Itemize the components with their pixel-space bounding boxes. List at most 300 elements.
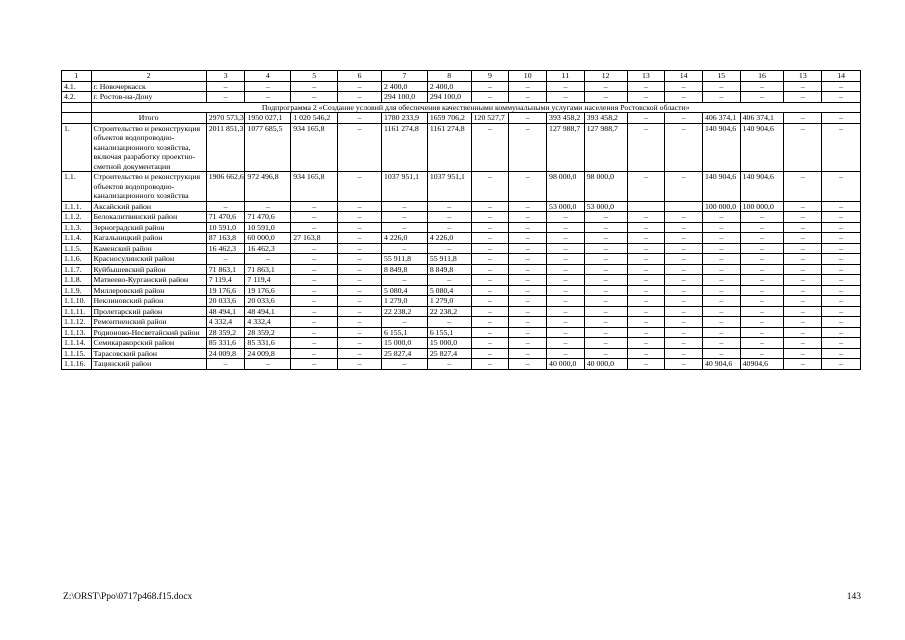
value-cell: 53 000,0 (584, 201, 627, 212)
value-cell: – (206, 81, 245, 92)
row-name-cell: Семикаракорский район (91, 338, 206, 349)
value-cell: – (427, 212, 471, 223)
value-cell: – (784, 92, 822, 103)
value-cell: – (702, 233, 740, 244)
row-name-cell: Аксайский район (91, 201, 206, 212)
value-cell: – (784, 264, 822, 275)
value-cell: 10 591,0 (245, 222, 291, 233)
value-cell: – (471, 243, 509, 254)
table-row (62, 92, 861, 103)
total-label-cell: Итого (91, 113, 206, 124)
value-cell: 25 827,4 (427, 348, 471, 359)
value-cell: – (702, 243, 740, 254)
value-cell: 15 000,0 (381, 338, 427, 349)
value-cell: – (291, 338, 338, 349)
value-cell: – (584, 92, 627, 103)
value-cell: – (471, 212, 509, 223)
value-cell: – (427, 275, 471, 286)
value-cell: – (784, 327, 822, 338)
value-cell: – (784, 296, 822, 307)
value-cell: 2 400,0 (381, 81, 427, 92)
value-cell: – (665, 327, 703, 338)
value-cell: – (427, 201, 471, 212)
value-cell: – (784, 306, 822, 317)
row-number-cell: 1.1.8. (62, 275, 92, 286)
value-cell: 294 100,0 (427, 92, 471, 103)
value-cell: – (471, 317, 509, 328)
table-row (62, 201, 861, 212)
value-cell: – (702, 338, 740, 349)
row-number-cell: 1.1.1. (62, 201, 92, 212)
value-cell: 40 904,6 (702, 359, 740, 370)
value-cell: 40 000,0 (584, 359, 627, 370)
value-cell: – (665, 243, 703, 254)
value-cell: – (338, 81, 382, 92)
row-number-cell: 1.1.4. (62, 233, 92, 244)
value-cell: – (547, 296, 585, 307)
value-cell: 98 000,0 (547, 172, 585, 202)
value-cell: – (509, 264, 547, 275)
value-cell: 25 827,4 (381, 348, 427, 359)
value-cell: – (784, 222, 822, 233)
value-cell: – (627, 264, 665, 275)
value-cell: – (509, 92, 547, 103)
value-cell: 934 165,8 (291, 172, 338, 202)
value-cell (627, 201, 665, 212)
value-cell: – (627, 123, 665, 172)
value-cell: 4 226,0 (381, 233, 427, 244)
table-row (62, 348, 861, 359)
value-cell: – (547, 233, 585, 244)
value-cell: – (338, 348, 382, 359)
value-cell: – (509, 338, 547, 349)
value-cell: – (291, 201, 338, 212)
value-cell: – (740, 92, 784, 103)
value-cell: – (584, 317, 627, 328)
value-cell: – (471, 254, 509, 265)
budget-table-wrapper (61, 70, 861, 370)
column-number-cell: 13 (627, 71, 665, 82)
value-cell: – (547, 348, 585, 359)
value-cell: 19 176,6 (245, 285, 291, 296)
value-cell: – (509, 123, 547, 172)
column-number-cell: 8 (427, 71, 471, 82)
value-cell: 20 033,6 (206, 296, 245, 307)
table-header-row (62, 71, 861, 82)
value-cell: – (822, 92, 861, 103)
row-number-cell: 1.1.11. (62, 306, 92, 317)
value-cell: 1906 662,6 (206, 172, 245, 202)
value-cell: – (665, 359, 703, 370)
row-number-cell: 1.1.14. (62, 338, 92, 349)
value-cell: – (740, 243, 784, 254)
value-cell: – (627, 306, 665, 317)
value-cell: – (665, 338, 703, 349)
value-cell: – (427, 317, 471, 328)
value-cell: 4 332,4 (206, 317, 245, 328)
value-cell: – (291, 275, 338, 286)
column-number-cell: 6 (338, 71, 382, 82)
value-cell: 1161 274,8 (381, 123, 427, 172)
value-cell: – (822, 81, 861, 92)
value-cell: – (338, 306, 382, 317)
table-row (62, 338, 861, 349)
value-cell: – (740, 233, 784, 244)
value-cell: 140 904,6 (740, 172, 784, 202)
row-name-cell: Зерноградский район (91, 222, 206, 233)
value-cell: – (740, 222, 784, 233)
row-name-cell: Красносулинский район (91, 254, 206, 265)
value-cell: – (702, 81, 740, 92)
value-cell: 8 849,8 (427, 264, 471, 275)
value-cell: – (291, 317, 338, 328)
value-cell: – (381, 201, 427, 212)
value-cell: – (627, 338, 665, 349)
value-cell: – (665, 275, 703, 286)
column-number-cell: 15 (702, 71, 740, 82)
value-cell: – (665, 285, 703, 296)
value-cell: – (702, 275, 740, 286)
row-number-cell: 1.1.10. (62, 296, 92, 307)
value-cell: – (547, 275, 585, 286)
value-cell: – (584, 327, 627, 338)
column-number-cell: 12 (584, 71, 627, 82)
value-cell: – (740, 306, 784, 317)
value-cell: 40904,6 (740, 359, 784, 370)
value-cell: 127 988,7 (584, 123, 627, 172)
value-cell: 4 226,0 (427, 233, 471, 244)
column-number-cell: 4 (245, 71, 291, 82)
row-number-cell: 4.2. (62, 92, 92, 103)
value-cell: – (509, 317, 547, 328)
value-cell: – (665, 254, 703, 265)
row-name-cell: Ремонтненский район (91, 317, 206, 328)
value-cell: 140 904,6 (702, 172, 740, 202)
value-cell: 2011 851,3 (206, 123, 245, 172)
value-cell: – (471, 327, 509, 338)
value-cell: – (338, 338, 382, 349)
value-cell: – (627, 296, 665, 307)
row-name-cell: Строительство и реконструкция объектов водопроводно-канализационного хозяйства (91, 172, 206, 202)
value-cell: – (338, 123, 382, 172)
row-name-cell: г. Новочеркасск (91, 81, 206, 92)
value-cell: – (627, 275, 665, 286)
value-cell: – (509, 222, 547, 233)
value-cell: – (584, 222, 627, 233)
value-cell: 28 359,2 (206, 327, 245, 338)
value-cell: 1 279,0 (381, 296, 427, 307)
subprogram-row (62, 102, 861, 113)
value-cell: – (822, 172, 861, 202)
value-cell: – (784, 275, 822, 286)
value-cell: – (509, 348, 547, 359)
row-number-cell: 1.1.12. (62, 317, 92, 328)
value-cell: 85 331,6 (206, 338, 245, 349)
value-cell: – (381, 212, 427, 223)
column-number-cell: 3 (206, 71, 245, 82)
value-cell: – (784, 172, 822, 202)
value-cell: – (547, 222, 585, 233)
value-cell: – (471, 275, 509, 286)
value-cell: – (547, 338, 585, 349)
table-row (62, 123, 861, 172)
value-cell: – (381, 275, 427, 286)
value-cell: – (291, 327, 338, 338)
row-name-cell: Белокалитвинский район (91, 212, 206, 223)
value-cell: 406 374,1 (740, 113, 784, 124)
value-cell: – (547, 317, 585, 328)
table-row (62, 285, 861, 296)
row-name-cell: Кагальницкий район (91, 233, 206, 244)
value-cell: – (245, 201, 291, 212)
value-cell: 24 009,8 (206, 348, 245, 359)
value-cell: 55 911,8 (427, 254, 471, 265)
value-cell: – (702, 222, 740, 233)
value-cell: – (338, 327, 382, 338)
value-cell: – (471, 296, 509, 307)
value-cell: – (822, 359, 861, 370)
value-cell: – (338, 222, 382, 233)
row-number-cell: 1.1.15. (62, 348, 92, 359)
value-cell: 6 155,1 (427, 327, 471, 338)
value-cell: – (665, 264, 703, 275)
value-cell: – (584, 275, 627, 286)
value-cell: 393 458,2 (547, 113, 585, 124)
table-row (62, 317, 861, 328)
value-cell: 140 904,6 (702, 123, 740, 172)
value-cell: – (584, 243, 627, 254)
value-cell: – (702, 254, 740, 265)
value-cell: – (471, 348, 509, 359)
value-cell: – (627, 327, 665, 338)
value-cell: – (509, 243, 547, 254)
budget-table (61, 70, 861, 370)
value-cell: – (245, 81, 291, 92)
column-number-cell: 2 (91, 71, 206, 82)
value-cell: 53 000,0 (547, 201, 585, 212)
value-cell: – (471, 172, 509, 202)
value-cell: – (291, 359, 338, 370)
value-cell: – (338, 92, 382, 103)
value-cell: – (291, 212, 338, 223)
column-number-cell: 13 (784, 71, 822, 82)
row-number-cell: 1.1.13. (62, 327, 92, 338)
value-cell: 71 863,1 (245, 264, 291, 275)
value-cell: – (627, 92, 665, 103)
value-cell: – (509, 172, 547, 202)
value-cell: – (627, 254, 665, 265)
value-cell: – (381, 359, 427, 370)
row-name-cell: Тарасовский район (91, 348, 206, 359)
value-cell: 4 332,4 (245, 317, 291, 328)
value-cell: – (627, 222, 665, 233)
value-cell: – (784, 317, 822, 328)
row-number-cell: 1.1.6. (62, 254, 92, 265)
value-cell: – (471, 222, 509, 233)
value-cell: 1077 685,5 (245, 123, 291, 172)
value-cell: – (381, 222, 427, 233)
value-cell: 6 155,1 (381, 327, 427, 338)
value-cell: – (547, 285, 585, 296)
value-cell: – (291, 243, 338, 254)
value-cell: – (822, 243, 861, 254)
value-cell: – (822, 123, 861, 172)
value-cell: 22 238,2 (381, 306, 427, 317)
value-cell: – (784, 243, 822, 254)
value-cell: 1037 951,1 (381, 172, 427, 202)
value-cell: 1780 233,9 (381, 113, 427, 124)
value-cell: – (584, 264, 627, 275)
value-cell: – (338, 233, 382, 244)
value-cell: 1161 274,8 (427, 123, 471, 172)
value-cell: – (291, 296, 338, 307)
value-cell: – (822, 212, 861, 223)
value-cell: – (665, 233, 703, 244)
value-cell: – (784, 254, 822, 265)
value-cell: – (206, 359, 245, 370)
value-cell: – (784, 123, 822, 172)
value-cell: – (206, 201, 245, 212)
value-cell: – (509, 201, 547, 212)
value-cell: 140 904,6 (740, 123, 784, 172)
value-cell: – (702, 296, 740, 307)
value-cell: – (822, 275, 861, 286)
value-cell: – (471, 123, 509, 172)
value-cell: – (338, 285, 382, 296)
value-cell: 1 279,0 (427, 296, 471, 307)
value-cell: – (584, 338, 627, 349)
value-cell: – (627, 317, 665, 328)
value-cell: 19 176,6 (206, 285, 245, 296)
page-number: 143 (846, 592, 861, 602)
value-cell: – (471, 359, 509, 370)
value-cell: – (381, 243, 427, 254)
subprogram-title-cell: Подпрограмма 2 «Создание условий для обеспечения качественными коммунальными услугами населения Ростовской области» (91, 102, 860, 113)
value-cell: 972 496,8 (245, 172, 291, 202)
value-cell: – (702, 327, 740, 338)
value-cell: – (702, 264, 740, 275)
value-cell: – (427, 243, 471, 254)
value-cell: – (784, 81, 822, 92)
value-cell: – (338, 201, 382, 212)
value-cell: – (584, 348, 627, 359)
value-cell: – (547, 306, 585, 317)
value-cell: – (338, 296, 382, 307)
value-cell: – (584, 306, 627, 317)
column-number-cell: 10 (509, 71, 547, 82)
value-cell: – (381, 317, 427, 328)
row-name-cell: Матвеево-Курганский район (91, 275, 206, 286)
table-row (62, 243, 861, 254)
row-number-cell: 1.1.2. (62, 212, 92, 223)
table-row (62, 172, 861, 202)
column-number-cell: 16 (740, 71, 784, 82)
value-cell: 934 165,8 (291, 123, 338, 172)
value-cell: 55 911,8 (381, 254, 427, 265)
column-number-cell: 9 (471, 71, 509, 82)
value-cell: – (471, 285, 509, 296)
value-cell: – (584, 233, 627, 244)
value-cell: – (627, 81, 665, 92)
value-cell: – (822, 348, 861, 359)
value-cell: – (822, 338, 861, 349)
value-cell: 393 458,2 (584, 113, 627, 124)
value-cell: – (665, 317, 703, 328)
row-name-cell: Каменский район (91, 243, 206, 254)
value-cell: – (509, 327, 547, 338)
value-cell: 100 000,0 (740, 201, 784, 212)
table-row (62, 275, 861, 286)
value-cell: 406 374,1 (702, 113, 740, 124)
value-cell: – (740, 275, 784, 286)
value-cell: – (291, 306, 338, 317)
row-name-cell: Тацинский район (91, 359, 206, 370)
row-number-cell: 1.1.3. (62, 222, 92, 233)
value-cell: 71 470,6 (245, 212, 291, 223)
value-cell: 48 494,1 (206, 306, 245, 317)
value-cell: – (740, 327, 784, 338)
value-cell: – (427, 359, 471, 370)
value-cell: 294 100,0 (381, 92, 427, 103)
value-cell: – (665, 296, 703, 307)
value-cell: 127 988,7 (547, 123, 585, 172)
value-cell: 15 000,0 (427, 338, 471, 349)
value-cell: – (245, 359, 291, 370)
row-name-cell: г. Ростов-на-Дону (91, 92, 206, 103)
table-row (62, 81, 861, 92)
value-cell: 98 000,0 (584, 172, 627, 202)
value-cell: – (547, 212, 585, 223)
value-cell: 2970 573,3 (206, 113, 245, 124)
value-cell: – (245, 92, 291, 103)
value-cell: – (740, 296, 784, 307)
document-path: Z:\ORST\Ppo\0717p468.f15.docx (63, 592, 193, 602)
value-cell: – (822, 306, 861, 317)
value-cell: 8 849,8 (381, 264, 427, 275)
value-cell: – (740, 254, 784, 265)
value-cell: 16 462,3 (245, 243, 291, 254)
row-name-cell: Миллеровский район (91, 285, 206, 296)
value-cell: – (740, 285, 784, 296)
value-cell: 28 359,2 (245, 327, 291, 338)
value-cell: 2 400,0 (427, 81, 471, 92)
value-cell: 100 000,0 (702, 201, 740, 212)
value-cell: – (740, 212, 784, 223)
row-number-cell: 4.1. (62, 81, 92, 92)
value-cell: 20 033,6 (245, 296, 291, 307)
value-cell: – (471, 264, 509, 275)
value-cell: – (665, 113, 703, 124)
value-cell: – (338, 172, 382, 202)
row-name-cell: Строительство и реконструкция объектов водопроводно-канализационного хозяйства, включая разработку проектно-сметной документации (91, 123, 206, 172)
value-cell: 48 494,1 (245, 306, 291, 317)
value-cell: – (627, 348, 665, 359)
value-cell: – (291, 285, 338, 296)
value-cell: – (702, 92, 740, 103)
value-cell: – (291, 264, 338, 275)
row-name-cell: Неклиновский район (91, 296, 206, 307)
value-cell: 1 020 546,2 (291, 113, 338, 124)
row-number-cell: 1.1. (62, 172, 92, 202)
value-cell: – (338, 243, 382, 254)
value-cell: 22 238,2 (427, 306, 471, 317)
value-cell: 5 080,4 (427, 285, 471, 296)
value-cell: – (547, 81, 585, 92)
value-cell: – (471, 201, 509, 212)
value-cell: – (584, 296, 627, 307)
value-cell: – (509, 254, 547, 265)
value-cell: – (584, 81, 627, 92)
